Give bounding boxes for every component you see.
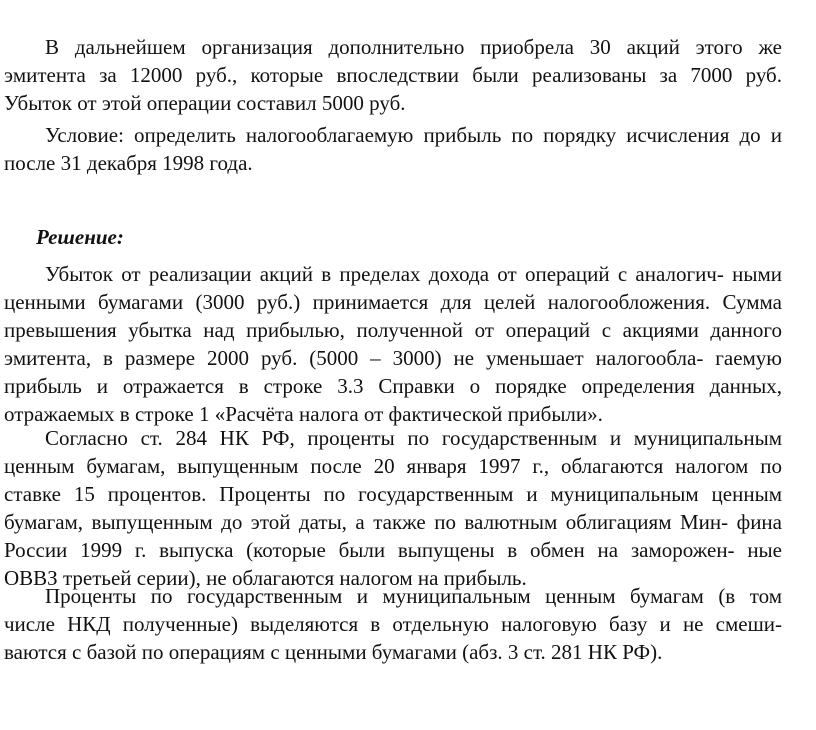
- paragraph-line: Согласно ст. 284 НК РФ, проценты по государственным и муниципальным: [45, 426, 782, 450]
- paragraph-line: эмитента, в размере 2000 руб. (5000 – 3000) не уменьшает налогообла- гаемую: [4, 346, 782, 370]
- paragraph-line: ценными бумагами (3000 руб.) принимается для целей налогообложения. Сумма: [4, 290, 782, 314]
- paragraph-line: Убыток от реализации акций в пределах дохода от операций с аналогич- ными: [45, 262, 782, 286]
- paragraph-4: [4, 424, 782, 592]
- paragraph-line: Убыток от этой операции составил 5000 руб.: [4, 91, 406, 115]
- paragraph-line: ценным бумагам, выпущенным после 20 января 1997 г., облагаются налогом по: [4, 454, 782, 478]
- paragraph-line: Проценты по государственным и муниципальным ценным бумагам (в том: [45, 584, 782, 608]
- paragraph-2-condition: [4, 121, 782, 177]
- paragraph-line: превышения убытка над прибылью, полученной от операций с акциями данного: [4, 318, 782, 342]
- paragraph-line: отражаемых в строке 1 «Расчёта налога от фактической прибыли».: [4, 402, 603, 426]
- paragraph-line: прибыль и отражается в строке 3.3 Справки о порядке определения данных,: [4, 374, 782, 398]
- paragraph-line: эмитента за 12000 руб., которые впоследствии были реализованы за 7000 руб.: [4, 63, 782, 87]
- paragraph-5: [4, 582, 782, 666]
- paragraph-line: числе НКД полученные) выделяются в отдельную налоговую базу и не смеши-: [4, 612, 782, 636]
- paragraph-line: ваются с базой по операциям с ценными бумагами (абз. 3 ст. 281 НК РФ).: [4, 640, 663, 664]
- paragraph-line: ставке 15 процентов. Проценты по государственным и муниципальным ценным: [4, 482, 782, 506]
- paragraph-line: бумагам, выпущенным до этой даты, а также по валютным облигациям Мин- фина: [4, 510, 782, 534]
- paragraph-line: ОВВЗ третьей серии), не облагаются налогом на прибыль.: [4, 566, 527, 590]
- paragraph-line: В дальнейшем организация дополнительно приобрела 30 акций этого же: [45, 35, 782, 59]
- paragraph-1: [4, 33, 782, 117]
- paragraph-line: Условие: определить налогооблагаемую прибыль по порядку исчисления до и: [45, 123, 782, 147]
- paragraph-line: России 1999 г. выпуска (которые были выпущены в обмен на заморожен- ные: [4, 538, 782, 562]
- solution-heading: Решение:: [36, 225, 124, 249]
- paragraph-line: после 31 декабря 1998 года.: [4, 151, 253, 175]
- paragraph-3: [4, 260, 782, 428]
